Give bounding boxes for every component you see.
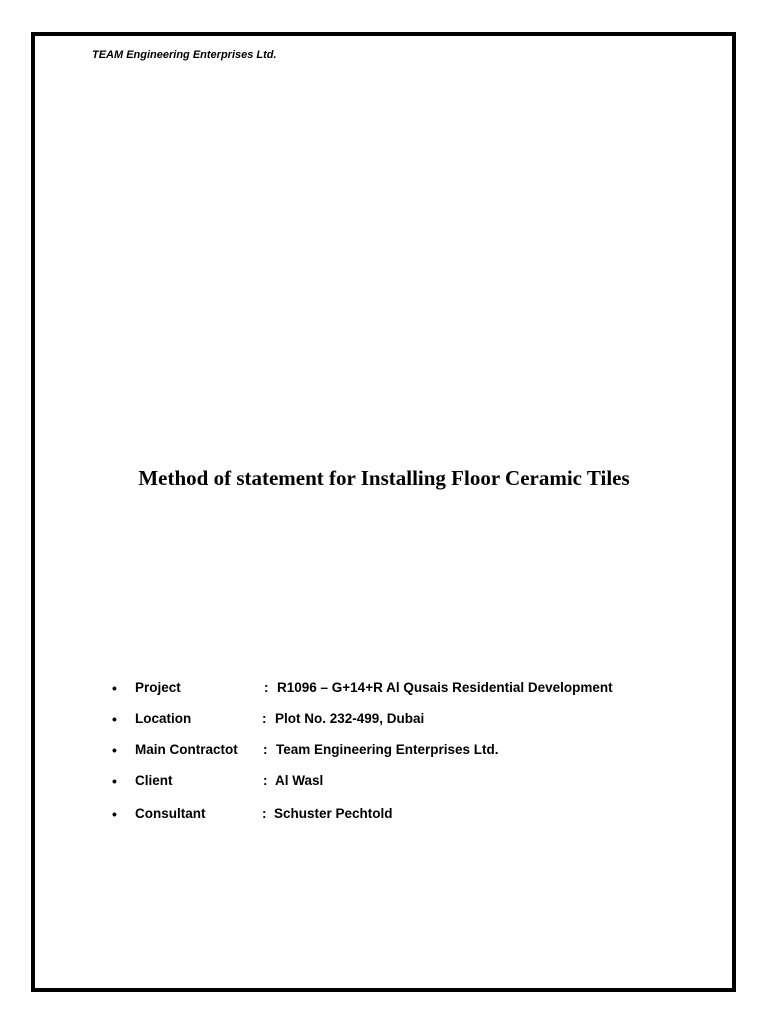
- detail-separator: :: [263, 742, 268, 757]
- document-title: Method of statement for Installing Floor Ceramic Tiles: [138, 466, 630, 490]
- company-header: TEAM Engineering Enterprises Ltd.: [92, 49, 277, 61]
- detail-label: Consultant: [135, 806, 206, 821]
- bullet-icon: •: [112, 806, 117, 822]
- detail-value: Plot No. 232-499, Dubai: [275, 711, 425, 726]
- page-border: [31, 32, 736, 992]
- detail-separator: :: [263, 773, 268, 788]
- detail-value: Schuster Pechtold: [274, 806, 393, 821]
- detail-label: Project: [135, 680, 181, 695]
- detail-separator: :: [262, 711, 267, 726]
- bullet-icon: •: [112, 711, 117, 727]
- detail-label: Main Contractot: [135, 742, 238, 757]
- detail-value: Team Engineering Enterprises Ltd.: [276, 742, 499, 757]
- detail-label: Client: [135, 773, 173, 788]
- bullet-icon: •: [112, 773, 117, 789]
- detail-label: Location: [135, 711, 192, 726]
- detail-separator: :: [262, 806, 267, 821]
- bullet-icon: •: [112, 680, 117, 696]
- detail-separator: :: [264, 680, 269, 695]
- detail-value: R1096 – G+14+R Al Qusais Residential Development: [277, 680, 613, 695]
- bullet-icon: •: [112, 742, 117, 758]
- detail-value: Al Wasl: [275, 773, 324, 788]
